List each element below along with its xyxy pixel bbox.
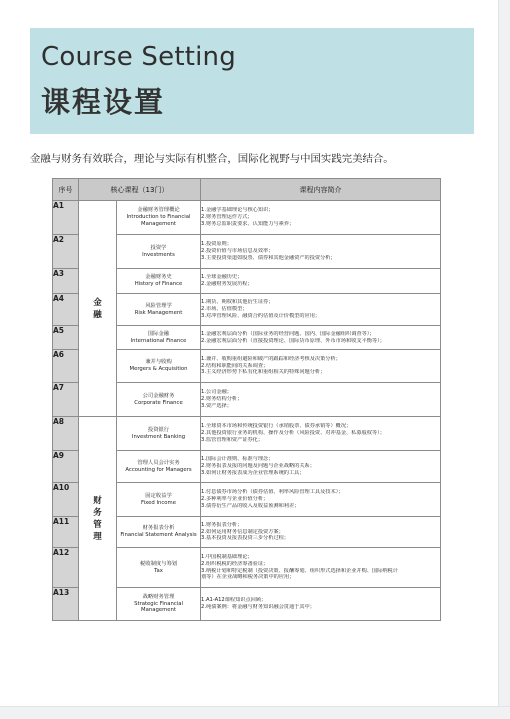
course-name-en: Accounting for Managers — [125, 466, 192, 473]
course-description-cell — [201, 588, 441, 621]
description-line: 1.付息债券市场分析（债券估值、利率风险管理工具及技术）； — [201, 489, 344, 496]
title-chinese: 课程设置 — [41, 85, 166, 119]
course-name-en: International Finance — [130, 337, 187, 344]
course-description-cell — [201, 350, 441, 383]
course-name-cell — [117, 548, 201, 588]
course-name-en: Financial Statement Analysis — [120, 532, 197, 538]
course-number: A3 — [53, 269, 79, 294]
course-number: A2 — [53, 235, 79, 269]
course-name-cn: 投资学 — [150, 244, 167, 251]
description-line: 1.全球金融历史； — [201, 274, 243, 281]
course-number: A7 — [53, 383, 79, 417]
course-description-cell — [201, 326, 441, 350]
course-name-cell — [117, 588, 201, 621]
description-line: 3.财务总监职责要求、认知能力与素养； — [201, 220, 295, 227]
header-course: 核心课程（13门） — [79, 179, 201, 201]
course-name-cn: 财务报表分析 — [142, 525, 175, 532]
description-line: 2.结构和职能间的关系调查； — [201, 362, 269, 369]
course-name-cn: 公司金融财务 — [142, 392, 175, 399]
course-number: A8 — [53, 417, 79, 451]
course-name-cell — [117, 269, 201, 294]
course-description-cell — [201, 383, 441, 417]
description-line: 3.对冲管理风险、融资合约估值及计价模型的应用； — [201, 312, 321, 319]
course-name-en: Risk Management — [134, 309, 183, 316]
course-name-cn: 风险管理学 — [145, 302, 172, 309]
course-description-cell — [201, 517, 441, 548]
course-number: A11 — [53, 517, 79, 548]
course-name-cn: 兼并与收购 — [145, 359, 172, 366]
description-line: 2.财务结构分析； — [201, 396, 243, 403]
description-line: 3.如何让财务报表成为企业管理系统的工具； — [201, 469, 305, 476]
table-row — [53, 417, 441, 451]
category-char: 理 — [93, 531, 102, 542]
course-name-cn: 金融财务史 — [145, 274, 172, 281]
description-line: 3.监管管理和资产证券化； — [201, 436, 264, 443]
description-line: 2.多种利率与企业价值分析； — [201, 496, 269, 503]
course-number: A6 — [53, 350, 79, 383]
table-body — [53, 201, 441, 621]
course-name-cn: 管理人员会计实务 — [137, 459, 180, 466]
description-line: 1.国际会计准则、标准与理念； — [201, 456, 274, 463]
category-char: 金 — [93, 297, 102, 308]
course-name-cell — [117, 517, 201, 548]
description-line: 2.纯债案例：将金融与财务知识融会贯通于其中； — [201, 604, 315, 610]
description-line: 1.财务报表分析； — [201, 521, 243, 528]
course-number: A12 — [53, 548, 79, 588]
description-line: 2.财务管理运作方式； — [201, 214, 253, 221]
course-name-cn: 金融财务管理概论 — [137, 207, 180, 214]
description-line: 2.金融宏观层面分析（直接投资理论、国际货币原理、外币市场和收支平衡等）； — [201, 337, 385, 344]
course-number: A13 — [53, 588, 79, 621]
course-name-cn: 固定收益学 — [145, 492, 172, 499]
course-description-cell — [201, 294, 441, 326]
description-line: 2.投资价值与市场信息及效率； — [201, 248, 274, 255]
description-line: 3.债券衍生产品的收入及收益预测和利差； — [201, 502, 300, 509]
description-line: 3.主要投资渠道如股票、债券和其他金融资产的投资分析； — [201, 254, 336, 261]
category-cell — [79, 417, 117, 621]
course-name-en: Corporate Finance — [134, 399, 183, 406]
course-name-cell — [117, 483, 201, 517]
title-banner — [30, 28, 474, 134]
description-line: 1.全球资本市场和传统投资银行（承销股票、债券承销等）概况； — [201, 423, 352, 430]
category-char: 管 — [93, 519, 102, 530]
table-header-row — [53, 179, 441, 201]
course-description-cell — [201, 417, 441, 451]
description-line: 2.金融财务发展历程； — [201, 281, 253, 287]
description-line: 1.中国税制基础理论； — [201, 553, 253, 560]
description-line: 1.公司金融； — [201, 389, 232, 396]
header-content: 课程内容简介 — [201, 179, 441, 201]
course-name-cell — [117, 383, 201, 417]
course-name-cn: 投资银行 — [147, 426, 170, 433]
course-description-cell — [201, 201, 441, 235]
category-cell — [79, 201, 117, 417]
course-name-cell — [117, 451, 201, 483]
intro-text: 金融与财务有效联合，理论与实际有机整合，国际化视野与中国实践完美结合。 — [30, 153, 394, 165]
table-row — [53, 201, 441, 235]
description-line: 3.基本投资及报表投资三步分析过程； — [201, 535, 289, 542]
course-name-cell — [117, 294, 201, 326]
title-english: Course Setting — [41, 42, 236, 72]
description-line: 2.其他投资银行业务的机构、操作及分析（风险投资、对冲基金、私募股权等）； — [201, 430, 385, 437]
description-line: 3.资产选择； — [201, 402, 232, 409]
course-description-cell — [201, 548, 441, 588]
course-name-en: Fixed Income — [141, 499, 176, 506]
course-name-cn: 国际金融 — [147, 330, 170, 337]
course-name-cell — [117, 350, 201, 383]
course-name-cn: 战略财务管理 — [142, 593, 175, 600]
description-line: 1.期货、期权和其他衍生证券； — [201, 299, 274, 306]
header-number: 序号 — [53, 179, 79, 201]
course-number: A5 — [53, 326, 79, 350]
description-line: 2.市场、估值模型； — [201, 306, 248, 313]
course-name-cell — [117, 201, 201, 235]
page-edge-right — [498, 0, 510, 718]
description-line: 2.组织税税的经济筹备验证； — [201, 560, 269, 567]
course-description-cell — [201, 483, 441, 517]
course-description-cell — [201, 269, 441, 294]
course-table — [52, 178, 441, 621]
course-number: A10 — [53, 483, 79, 517]
course-number: A1 — [53, 201, 79, 235]
description-line: 1.金融宏观层面分析（国际业务的经营问题、国内、国际金融组织调查等）； — [201, 330, 375, 337]
course-name-en: Investment Banking — [131, 433, 186, 440]
page-edge-bottom — [0, 706, 510, 719]
description-line: 划等）在企业战略和税务决策中的应用； — [201, 574, 295, 581]
course-name-en: Mergers & Acquisition — [129, 366, 188, 372]
course-name-en: Strategic Financial Management — [134, 600, 183, 614]
description-line: 3.纳税计划和特定税制（投资决策、报酬筹划、组织形式选择和企业并购、国际纳税计 — [201, 567, 398, 574]
course-name-en: Introduction to Financial Management — [126, 214, 191, 227]
course-description-cell — [201, 451, 441, 483]
category-char: 务 — [93, 507, 102, 518]
description-line: 1.兼并、收购重组避险和破产的跟踪和经济考核及决策分析； — [201, 355, 341, 362]
course-name-cell — [117, 417, 201, 451]
course-name-cell — [117, 235, 201, 269]
course-name-cell — [117, 326, 201, 350]
course-description-cell — [201, 235, 441, 269]
course-name-en: Investments — [142, 251, 175, 258]
description-line: 2.财务报表及报的问题及问题与企业战略的关系； — [201, 463, 315, 470]
description-line: 1.投资原则； — [201, 241, 232, 248]
course-number: A9 — [53, 451, 79, 483]
description-line: 2.如何运用财务信息制定投资方案； — [201, 528, 284, 535]
description-line: 3.主义经济形势下私有化和重组相关的特殊问题分析； — [201, 369, 326, 376]
description-line: 1.A1-A12课程知识点回顾； — [201, 597, 267, 604]
course-name-en: History of Finance — [134, 281, 183, 287]
description-line: 1.金融学基础理论与核心知识； — [201, 207, 274, 214]
category-char: 融 — [93, 309, 102, 320]
course-name-en: Tax — [154, 567, 163, 574]
course-name-cn: 税收制度与筹划 — [139, 560, 178, 567]
course-number: A4 — [53, 294, 79, 326]
category-char: 财 — [93, 495, 102, 506]
